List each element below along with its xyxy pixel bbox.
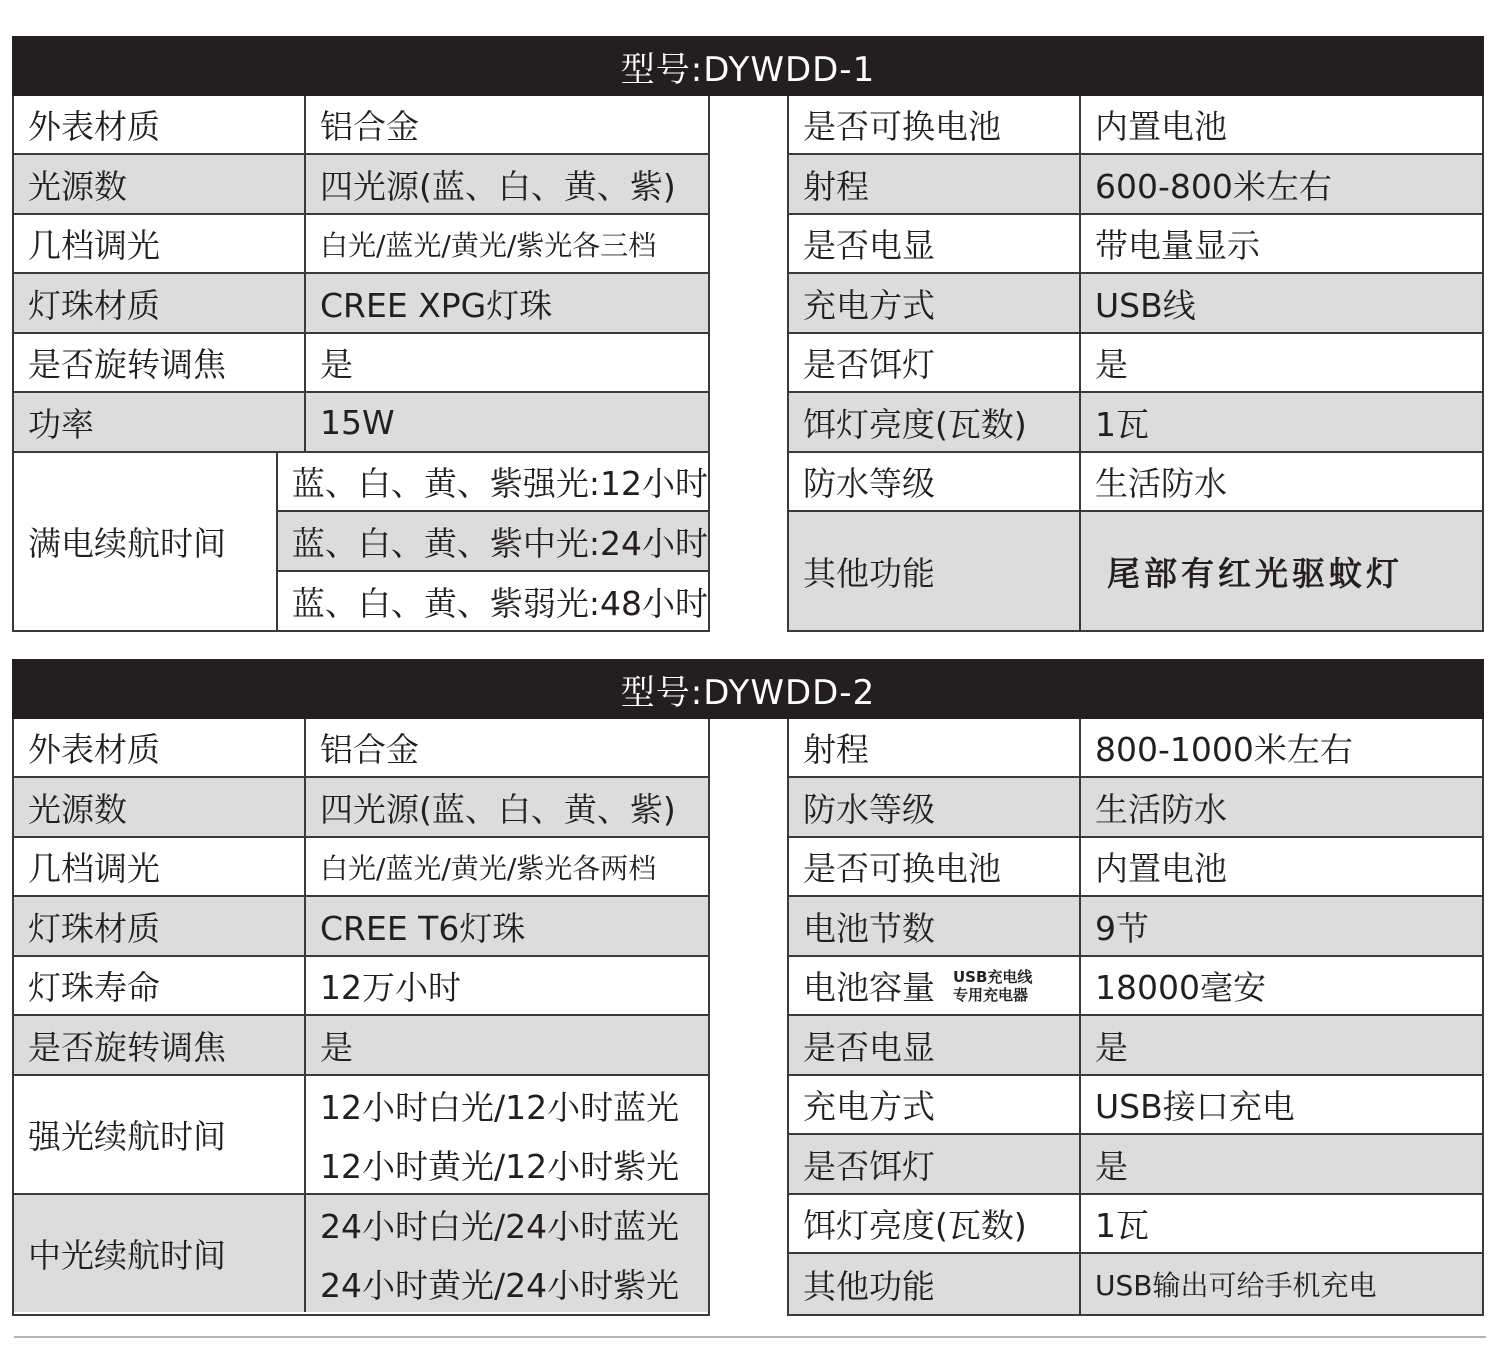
battery-capacity-label: 电池容量 xyxy=(803,968,935,1007)
left-spec-column xyxy=(12,96,710,632)
spec-value: 铝合金 xyxy=(320,730,419,769)
spec-label: 光源数 xyxy=(14,155,306,213)
spec-value: USB线 xyxy=(1095,285,1196,325)
charger-note xyxy=(953,968,1032,1004)
spec-row xyxy=(14,719,708,778)
spec-value: 800-1000米左右 xyxy=(1095,730,1353,769)
spec-row xyxy=(789,96,1482,155)
spec-value: 是 xyxy=(320,1027,353,1067)
spec-row xyxy=(789,778,1482,838)
spec-value: 是 xyxy=(1095,1146,1128,1186)
spec-row xyxy=(14,778,708,838)
runtime-value: 蓝、白、黄、紫弱光:48小时 xyxy=(291,583,708,623)
spec-value: USB输出可给手机充电 xyxy=(1095,1269,1377,1302)
spec-value: 铝合金 xyxy=(320,107,419,146)
spec-value: USB接口充电 xyxy=(1095,1087,1295,1126)
spec-label: 是否电显 xyxy=(789,215,1081,272)
spec-label: 防水等级 xyxy=(789,453,1081,510)
right-spec-column xyxy=(787,96,1484,632)
spec-label: 几档调光 xyxy=(14,215,306,272)
spec-label: 其他功能 xyxy=(789,512,1081,630)
spec-row xyxy=(14,334,708,393)
spec-label: 是否电显 xyxy=(789,1016,1081,1074)
runtime-group xyxy=(14,453,708,630)
spec-label: 灯珠材质 xyxy=(14,274,306,332)
spec-row xyxy=(14,155,708,215)
spec-row xyxy=(789,897,1482,957)
spec-value: 尾部有红光驱蚊灯 xyxy=(1107,553,1403,593)
runtime-value: 蓝、白、黄、紫中光:24小时 xyxy=(278,512,708,572)
spec-row xyxy=(789,215,1482,274)
spec-table-dywdd-2 xyxy=(12,659,1484,1316)
spec-value: 白光/蓝光/黄光/紫光各三档 xyxy=(320,228,657,262)
spec-row xyxy=(789,1076,1482,1135)
spec-label: 外表材质 xyxy=(14,96,306,153)
spec-value: 内置电池 xyxy=(1095,107,1227,146)
spec-value: 四光源(蓝、白、黄、紫) xyxy=(320,166,676,206)
spec-row xyxy=(789,719,1482,778)
spec-label: 是否可换电池 xyxy=(789,838,1081,895)
spec-row xyxy=(14,215,708,274)
spec-row xyxy=(14,96,708,155)
spec-label: 是否可换电池 xyxy=(789,96,1081,153)
spec-value: 四光源(蓝、白、黄、紫) xyxy=(320,789,676,829)
spec-label: 充电方式 xyxy=(789,274,1081,332)
spec-row xyxy=(789,1016,1482,1076)
spec-value: 生活防水 xyxy=(1095,789,1227,829)
spec-row xyxy=(14,1016,708,1076)
spec-row xyxy=(789,1195,1482,1254)
spec-value: 1瓦 xyxy=(1095,404,1149,444)
spec-row xyxy=(789,838,1482,897)
table-header: 型号:DYWDD-1 xyxy=(12,36,1484,96)
spec-row xyxy=(14,957,708,1016)
spec-value: 9节 xyxy=(1095,908,1149,948)
bottom-divider xyxy=(14,1336,1486,1338)
spec-value: 1瓦 xyxy=(1095,1206,1149,1245)
spec-value: CREE T6灯珠 xyxy=(320,908,526,948)
spec-label: 灯珠寿命 xyxy=(14,957,306,1014)
spec-value: 带电量显示 xyxy=(1095,226,1260,265)
spec-label: 是否旋转调焦 xyxy=(14,334,306,391)
left-spec-column xyxy=(12,719,710,1316)
spec-label: 灯珠材质 xyxy=(14,897,306,955)
spec-label: 是否饵灯 xyxy=(789,334,1081,391)
spec-value: 生活防水 xyxy=(1095,464,1227,503)
spec-row xyxy=(789,393,1482,453)
spec-value: 是 xyxy=(1095,345,1128,384)
spec-row xyxy=(14,838,708,897)
spec-row xyxy=(789,512,1482,630)
spec-value: 18000毫安 xyxy=(1095,968,1266,1007)
spec-label: 满电续航时间 xyxy=(14,453,278,630)
spec-row xyxy=(789,274,1482,334)
runtime-value: 12小时黄光/12小时紫光 xyxy=(320,1146,680,1186)
spec-row xyxy=(789,957,1482,1016)
spec-label: 几档调光 xyxy=(14,838,306,895)
runtime-value: 24小时白光/24小时蓝光 xyxy=(320,1207,680,1246)
spec-label: 光源数 xyxy=(14,778,306,836)
spec-row xyxy=(789,453,1482,512)
spec-value: 600-800米左右 xyxy=(1095,166,1332,206)
spec-value: 12万小时 xyxy=(320,968,461,1007)
charger-note-line: USB充电线 xyxy=(953,967,1033,986)
spec-label: 防水等级 xyxy=(789,778,1081,836)
spec-table-dywdd-1 xyxy=(12,36,1484,632)
table-header: 型号:DYWDD-2 xyxy=(12,659,1484,719)
spec-label: 饵灯亮度(瓦数) xyxy=(789,1195,1081,1252)
right-spec-column xyxy=(787,719,1484,1316)
spec-label: 外表材质 xyxy=(14,719,306,776)
spec-value: CREE XPG灯珠 xyxy=(320,285,553,325)
spec-row xyxy=(14,897,708,957)
spec-label: 电池节数 xyxy=(789,897,1081,955)
spec-row xyxy=(789,334,1482,393)
spec-label: 是否饵灯 xyxy=(789,1135,1081,1193)
spec-value: 15W xyxy=(320,402,395,442)
strong-runtime-group xyxy=(14,1076,708,1195)
spec-label: 饵灯亮度(瓦数) xyxy=(789,393,1081,451)
runtime-value: 蓝、白、黄、紫强光:12小时 xyxy=(278,453,708,512)
runtime-value: 24小时黄光/24小时紫光 xyxy=(320,1265,680,1305)
spec-row xyxy=(789,155,1482,215)
spec-label: 充电方式 xyxy=(789,1076,1081,1133)
medium-runtime-group xyxy=(14,1195,708,1312)
spec-label: 强光续航时间 xyxy=(14,1076,306,1193)
spec-value: 是 xyxy=(1095,1027,1128,1067)
spec-row xyxy=(14,393,708,453)
spec-value: 是 xyxy=(320,345,353,384)
spec-row xyxy=(789,1254,1482,1314)
runtime-value: 12小时白光/12小时蓝光 xyxy=(320,1088,680,1127)
spec-label xyxy=(789,957,1081,1014)
spec-row xyxy=(14,274,708,334)
spec-label: 中光续航时间 xyxy=(14,1195,306,1312)
spec-label: 是否旋转调焦 xyxy=(14,1016,306,1074)
spec-label: 功率 xyxy=(14,393,306,451)
spec-value: 内置电池 xyxy=(1095,849,1227,888)
spec-value: 白光/蓝光/黄光/紫光各两档 xyxy=(320,851,657,885)
charger-note-line: 专用充电器 xyxy=(953,985,1029,1004)
spec-label: 其他功能 xyxy=(789,1254,1081,1314)
spec-label: 射程 xyxy=(789,155,1081,213)
spec-label: 射程 xyxy=(789,719,1081,776)
spec-row xyxy=(789,1135,1482,1195)
